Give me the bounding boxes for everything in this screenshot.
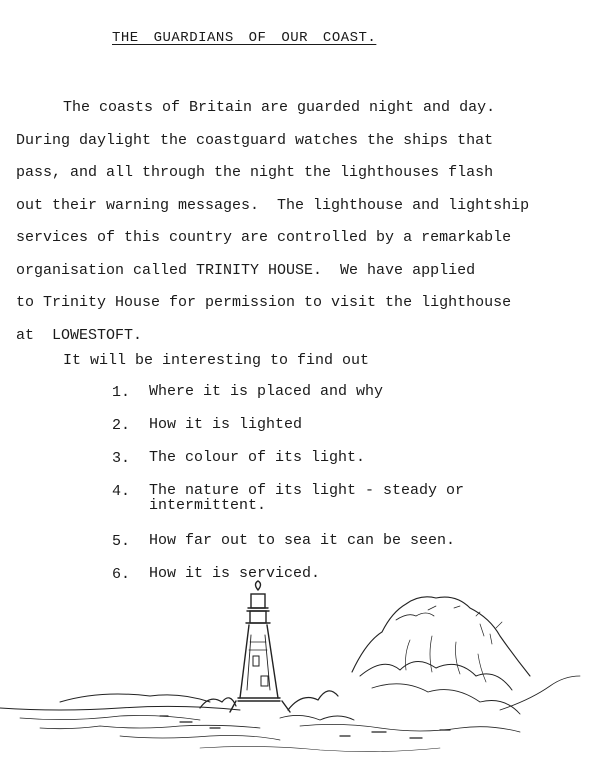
paragraph-line: to Trinity House for permission to visit the lighthouse — [16, 294, 512, 311]
list-number: 2. — [112, 417, 131, 434]
list-text: How far out to sea it can be seen. — [149, 532, 456, 549]
list-number: 4. — [112, 483, 131, 500]
list-number: 1. — [112, 384, 131, 401]
list-text: How it is lighted — [149, 416, 303, 433]
paragraph-line: pass, and all through the night the lighthouses flash — [16, 164, 494, 181]
list-number: 5. — [112, 533, 131, 550]
paragraph-line: The coasts of Britain are guarded night and day. — [63, 99, 496, 116]
cliffs-icon — [352, 597, 530, 714]
list-item — [112, 533, 455, 550]
list-text: Where it is placed and why — [149, 383, 384, 400]
lighthouse-icon — [230, 581, 290, 712]
paragraph-line: services of this country are controlled by a remarkable — [16, 229, 512, 246]
sea-waves-icon — [0, 676, 580, 752]
paragraph-line: organisation called TRINITY HOUSE. We have applied — [16, 261, 476, 279]
paragraph-line: out their warning messages. The lighthouse and lightship — [16, 196, 530, 214]
list-text: The nature of its light - steady or intermittent. — [149, 482, 465, 514]
rocks-icon — [60, 691, 354, 720]
list-number: 3. — [112, 450, 131, 467]
list-item — [112, 450, 365, 467]
list-intro: It will be interesting to find out — [63, 352, 370, 369]
list-item — [112, 483, 509, 513]
body-paragraph — [16, 92, 594, 352]
paragraph-line: at LOWESTOFT. — [16, 326, 143, 344]
list-text: How it is serviced. — [149, 565, 321, 582]
page-title: THE GUARDIANS OF OUR COAST. — [112, 30, 377, 46]
list-item — [112, 417, 302, 434]
list-text: The colour of its light. — [149, 449, 366, 466]
lighthouse-sketch — [0, 580, 600, 779]
paragraph-line: During daylight the coastguard watches the ships that — [16, 131, 494, 149]
list-number: 6. — [112, 566, 131, 583]
list-item — [112, 384, 383, 401]
